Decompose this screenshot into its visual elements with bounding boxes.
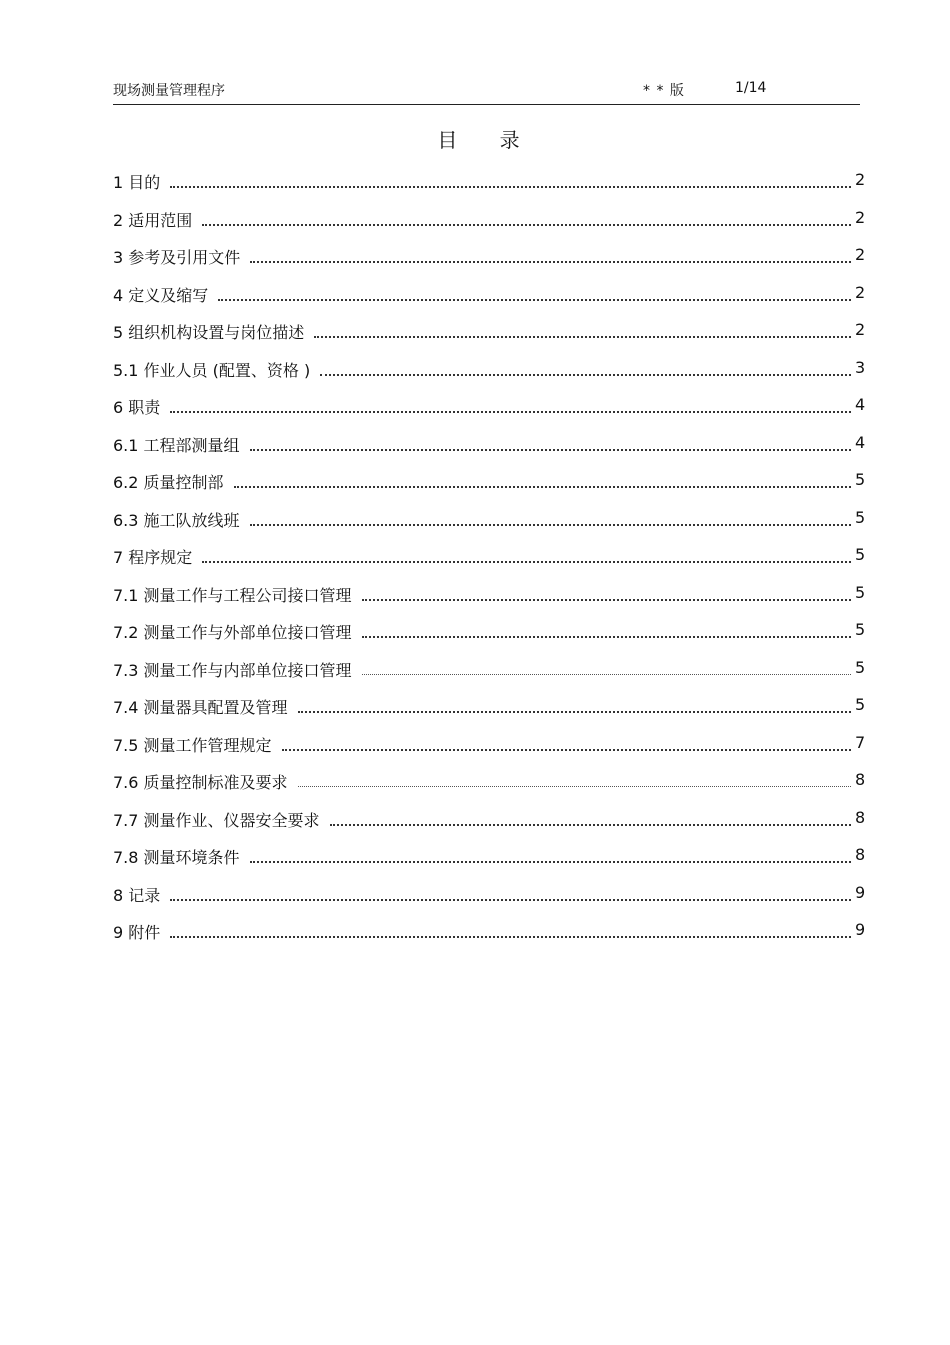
toc-entry-label: 6.2 质量控制部 [113,473,224,492]
toc-entry[interactable] [113,733,875,771]
toc-entry[interactable] [113,320,875,358]
dot-leader [362,656,851,675]
dot-leader [250,506,851,526]
dot-leader [250,431,851,451]
dot-leader [170,918,851,938]
dot-leader [250,843,851,863]
toc-entry[interactable] [113,658,875,696]
toc-entry-page: 9 [855,920,866,939]
toc-entry-page: 5 [855,545,866,564]
toc-entry-label: 2 适用范围 [113,210,193,230]
page-number: 1/14 [735,80,767,96]
toc-entry-label: 7 程序规定 [113,548,193,567]
toc-entry-page: 2 [855,282,866,302]
dot-leader [282,731,851,751]
toc-entry[interactable] [113,620,875,658]
toc-entry[interactable] [113,395,875,433]
toc-entry[interactable] [113,283,875,321]
toc-entry-page: 5 [855,620,866,639]
toc-entry-page: 2 [855,207,866,227]
dot-leader [170,168,851,188]
page-header [113,78,860,105]
toc-entry-page: 5 [855,470,866,489]
toc-entry-label: 7.5 测量工作管理规定 [113,735,272,755]
dot-leader [320,356,851,376]
toc-entry-page: 4 [855,432,866,452]
toc-entry-label: 7.4 测量器具配置及管理 [113,698,288,717]
toc-entry[interactable] [113,245,875,283]
toc-entry-page: 2 [855,245,866,264]
toc-entry-page: 7 [855,732,866,752]
dot-leader [250,243,851,263]
toc-entry-page: 8 [855,845,866,864]
toc-entry-page: 4 [855,395,866,414]
toc-entry-label: 6 职责 [113,398,161,417]
toc-entry[interactable] [113,358,875,396]
toc-entry-label: 6.1 工程部测量组 [113,435,240,455]
toc-entry[interactable] [113,845,875,883]
toc-entry-label: 9 附件 [113,923,161,942]
dot-leader [330,806,851,826]
toc-entry-label: 7.6 质量控制标准及要求 [113,773,288,792]
toc-heading: 目 录 [437,128,538,152]
toc-entry-page: 5 [855,657,866,677]
toc-entry-label: 7.2 测量工作与外部单位接口管理 [113,623,352,642]
document-title: 现场测量管理程序 [113,83,225,99]
dot-leader [314,318,851,338]
toc-entry-page: 5 [855,507,866,527]
toc-entry-page: 8 [855,807,866,827]
toc-entry-page: 5 [855,582,866,602]
toc-entry[interactable] [113,433,875,471]
dot-leader [202,543,851,563]
dot-leader [218,281,851,301]
toc-entry-label: 7.7 测量作业、仪器安全要求 [113,810,320,830]
toc-entry[interactable] [113,883,875,921]
toc-entry-label: 6.3 施工队放线班 [113,510,240,530]
toc-entry-page: 8 [855,770,866,789]
toc-entry-label: 4 定义及缩写 [113,285,209,305]
toc-entry-label: 5 组织机构设置与岗位描述 [113,323,305,342]
toc-entry-page: 9 [855,882,866,902]
toc-entry[interactable] [113,508,875,546]
dot-leader [362,618,851,638]
dot-leader [298,768,851,787]
table-of-contents [113,170,875,958]
toc-entry[interactable] [113,583,875,621]
toc-entry[interactable] [113,170,875,208]
toc-entry[interactable] [113,695,875,733]
toc-entry-label: 7.8 测量环境条件 [113,848,240,867]
dot-leader [298,693,851,713]
toc-entry[interactable] [113,470,875,508]
toc-entry-label: 8 记录 [113,885,161,905]
toc-entry-page: 3 [855,357,866,377]
toc-entry-label: 5.1 作业人员 (配置、资格 ) [113,360,311,380]
toc-entry-label: 1 目的 [113,173,161,192]
dot-leader [202,206,851,226]
toc-entry[interactable] [113,208,875,246]
toc-entry-page: 2 [855,170,866,189]
toc-entry-page: 2 [855,320,866,339]
toc-entry-label: 7.3 测量工作与内部单位接口管理 [113,660,352,680]
toc-entry-label: 7.1 测量工作与工程公司接口管理 [113,585,352,605]
toc-entry-label: 3 参考及引用文件 [113,248,241,267]
toc-entry[interactable] [113,920,875,958]
toc-entry-page: 5 [855,695,866,714]
toc-entry[interactable] [113,808,875,846]
dot-leader [170,393,851,413]
toc-entry[interactable] [113,545,875,583]
dot-leader [362,581,851,601]
dot-leader [170,881,851,901]
version-label: * * 版 [643,83,685,99]
toc-entry[interactable] [113,770,875,808]
dot-leader [234,468,851,488]
